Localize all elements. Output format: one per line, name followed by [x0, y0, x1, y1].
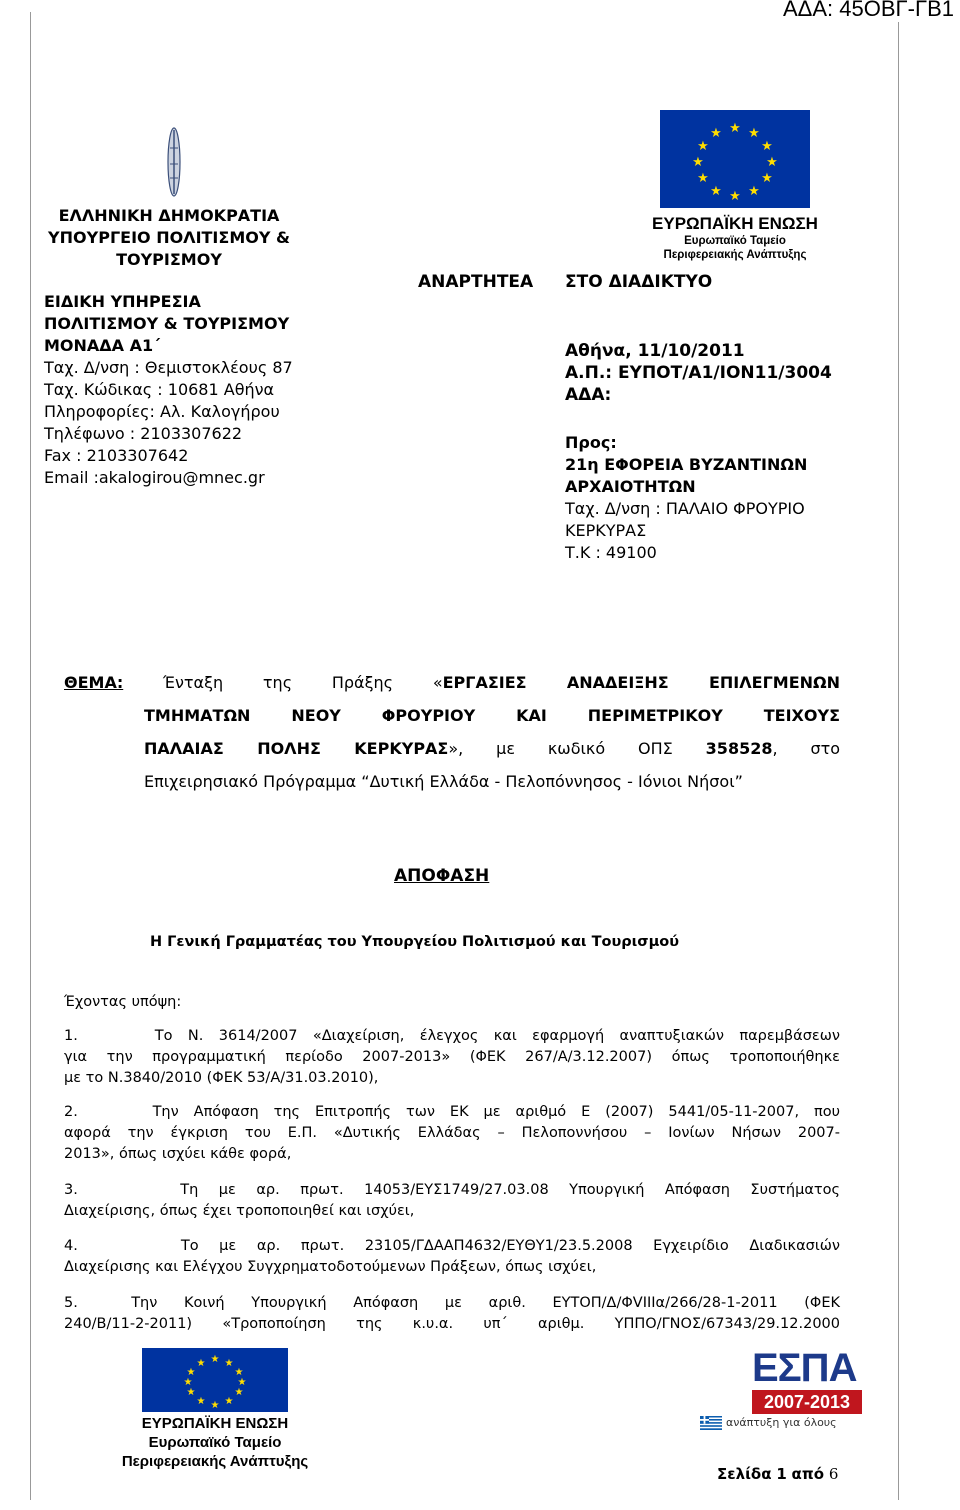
service-line-1: ΕΙΔΙΚΗ ΥΠΗΡΕΣΙΑ [44, 292, 201, 311]
svg-text:★: ★ [196, 1396, 206, 1407]
recipient-name-2: ΑΡΧΑΙΟΤΗΤΩΝ [565, 477, 696, 496]
eu-flag-footer [142, 1348, 288, 1412]
subject-block [64, 666, 840, 798]
svg-text:★: ★ [224, 1358, 234, 1369]
greek-emblem-icon [164, 124, 184, 200]
recipient-block [565, 432, 807, 564]
eu-title: ΕΥΡΩΠΑΪΚΗ ΕΝΩΣΗ [652, 214, 818, 233]
ministry-line-1: ΥΠΟΥΡΓΕΙΟ ΠΟΛΙΤΙΣΜΟΥ & [48, 228, 290, 247]
recipient-address-2: ΚΕΡΚΥΡΑΣ [565, 521, 647, 540]
unit-name: ΜΟΝΑΔΑ Α1΄ [44, 336, 161, 355]
meta-block [565, 340, 832, 406]
svg-text:★: ★ [697, 139, 709, 154]
protocol-number: Α.Π.: ΕΥΠΟΤ/Α1/ΙΟΝ11/3004 [565, 363, 832, 383]
list-item-4: 4. Το με αρ. πρωτ. 23105/ΓΔΑΑΠ4632/ΕΥΘΥ1/23.5.2008 Εγχειρίδιο Διαδικασιών Διαχείρισης και Ελέγχου Συγχρηματοδοτούμενων Πράξεων, όπως ισχύει, [64, 1238, 840, 1275]
eu-flag-top [660, 110, 810, 208]
sender-block [44, 205, 294, 489]
svg-text:★: ★ [210, 1400, 220, 1411]
svg-text:★: ★ [224, 1396, 234, 1407]
service-line-2: ΠΟΛΙΤΙΣΜΟΥ & ΤΟΥΡΙΣΜΟΥ [44, 314, 290, 333]
ministry-line-2: ΤΟΥΡΙΣΜΟΥ [116, 250, 222, 269]
recipient-postcode: Τ.Κ : 49100 [565, 543, 657, 562]
eu-fund-line-2: Περιφερειακής Ανάπτυξης [663, 249, 807, 261]
decision-title: ΑΠΟΦΑΣΗ [394, 866, 490, 886]
svg-text:★: ★ [210, 1354, 220, 1365]
espa-years-band: 2007-2013 [752, 1390, 862, 1414]
country-name: ΕΛΛΗΝΙΚΗ ΔΗΜΟΚΡΑΤΙΑ [58, 206, 280, 225]
svg-text:★: ★ [234, 1367, 244, 1378]
issuer-line: Η Γενική Γραμματέας του Υπουργείου Πολιτισμού και Τουρισμού [150, 934, 680, 950]
subject-line-1: ΘΕΜΑ: Ένταξη της Πράξης «ΕΡΓΑΣΙΕΣ ΑΝΑΔΕΙΞΗΣ ΕΠΙΛΕΓΜΕΝΩΝ [64, 673, 840, 692]
posting-label-left: ΑΝΑΡΤΗΤΕΑ [418, 272, 534, 292]
sender-info: Πληροφορίες: Αλ. Καλογήρου [44, 402, 280, 421]
considering-label: Έχοντας υπόψη: [64, 994, 182, 1010]
espa-logo [726, 1346, 872, 1438]
sender-email: Email :akalogirou@mnec.gr [44, 468, 265, 487]
svg-text:★: ★ [186, 1387, 196, 1398]
posting-label-right: ΣΤΟ ΔΙΑΔΙΚΤΥΟ [565, 272, 713, 292]
footer-eu-line-1: Ευρωπαϊκό Ταμείο [148, 1434, 282, 1451]
recipient-name-1: 21η ΕΦΟΡΕΙΑ ΒΥΖΑΝΤΙΝΩΝ [565, 455, 808, 474]
espa-wordmark: ΕΣΠΑ [752, 1346, 857, 1390]
svg-text:★: ★ [761, 139, 773, 154]
svg-text:★: ★ [196, 1358, 206, 1369]
subject-line-2: ΤΜΗΜΑΤΩΝ ΝΕΟΥ ΦΡΟΥΡΙΟΥ ΚΑΙ ΠΕΡΙΜΕΤΡΙΚΟΥ ΤΕΙΧΟΥΣ [144, 706, 840, 725]
ada-header-id: ΑΔΑ: 45ΟΒΓ-ΓΒ1 [783, 0, 954, 21]
svg-text:★: ★ [761, 171, 773, 186]
ada-label: ΑΔΑ: [565, 385, 612, 405]
svg-text:★: ★ [237, 1377, 247, 1388]
svg-text:★: ★ [183, 1377, 193, 1388]
footer-eu-title: ΕΥΡΩΠΑΪΚΗ ΕΝΩΣΗ [141, 1415, 289, 1432]
subject-label: ΘΕΜΑ: [64, 673, 124, 692]
page-number: Σελίδα 1 από 6 [717, 1465, 839, 1483]
eu-caption-top [610, 214, 860, 262]
svg-text:★: ★ [697, 171, 709, 186]
list-item-5: 5. Την Κοινή Υπουργική Απόφαση με αριθ. ΕΥΤΟΠ/Δ/ΦVIIIα/266/28-1-2011 (ΦΕΚ 240/Β/11-2-2011) «Τροποποίηση της κ.υ.α. υπ΄ αριθμ. ΥΠΠΟ/ΓΝΟΣ/67343/29.12.2000 [64, 1295, 840, 1332]
svg-text:★: ★ [234, 1387, 244, 1398]
svg-text:★: ★ [710, 126, 722, 141]
svg-text:★: ★ [692, 155, 704, 170]
subject-line-4: Επιχειρησιακό Πρόγραμμα “Δυτική Ελλάδα - Πελοπόννησος - Ιόνιοι Νήσοι” [144, 772, 743, 791]
svg-text:★: ★ [748, 184, 760, 199]
svg-text:★: ★ [729, 121, 741, 136]
sender-phone: Τηλέφωνο : 2103307622 [44, 424, 243, 443]
recipient-address-1: Ταχ. Δ/νση : ΠΑΛΑΙΟ ΦΡΟΥΡΙΟ [565, 499, 805, 518]
subject-line-3: ΠΑΛΑΙΑΣ ΠΟΛΗΣ ΚΕΡΚΥΡΑΣ», με κωδικό ΟΠΣ 358528, στο [144, 739, 841, 758]
svg-text:★: ★ [710, 184, 722, 199]
eu-stars-footer-icon [142, 1348, 288, 1412]
svg-text:★: ★ [766, 155, 778, 170]
list-item-2: 2. Την Απόφαση της Επιτροπής των ΕΚ με αριθμό Ε (2007) 5441/05-11-2007, που αφορά την έγκριση του Ε.Π. «Δυτικής Ελλάδας – Πελοποννήσου – Ιονίων Νήσων 2007- 2013», όπως ισχύει κάθε φορά, [64, 1104, 840, 1162]
eu-fund-line-1: Ευρωπαϊκό Ταμείο [684, 235, 786, 247]
sender-address: Ταχ. Δ/νση : Θεμιστοκλέους 87 [44, 358, 293, 377]
svg-text:★: ★ [186, 1367, 196, 1378]
eu-stars-icon [660, 110, 810, 208]
list-item-1: 1. Το Ν. 3614/2007 «Διαχείριση, έλεγχος και εφαρμογή αναπτυξιακών παρεμβάσεων για την προγραμματική περίοδο 2007-2013» (ΦΕΚ 267/Α/3.12.2007) όπως τροποποιήθηκε με το Ν.3840/2010 (ΦΕΚ 53/Α/31.03.2010), [64, 1028, 840, 1086]
page-border-left [30, 12, 31, 1500]
eu-caption-footer [95, 1414, 335, 1471]
page-border-right [898, 22, 899, 1500]
espa-caption: ανάπτυξη για όλους [726, 1416, 837, 1429]
list-item-3: 3. Τη με αρ. πρωτ. 14053/ΕΥΣ1749/27.03.08 Υπουργική Απόφαση Συστήματος Διαχείρισης, όπως έχει τροποποιηθεί και ισχύει, [64, 1182, 840, 1219]
svg-text:★: ★ [748, 126, 760, 141]
footer-eu-line-2: Περιφερειακής Ανάπτυξης [121, 1453, 309, 1470]
greek-flag-icon [700, 1416, 722, 1430]
document-date: Αθήνα, 11/10/2011 [565, 341, 745, 361]
sender-fax: Fax : 2103307642 [44, 446, 189, 465]
svg-text:★: ★ [729, 189, 741, 204]
sender-postcode: Ταχ. Κώδικας : 10681 Αθήνα [44, 380, 275, 399]
recipient-label: Προς: [565, 433, 617, 452]
